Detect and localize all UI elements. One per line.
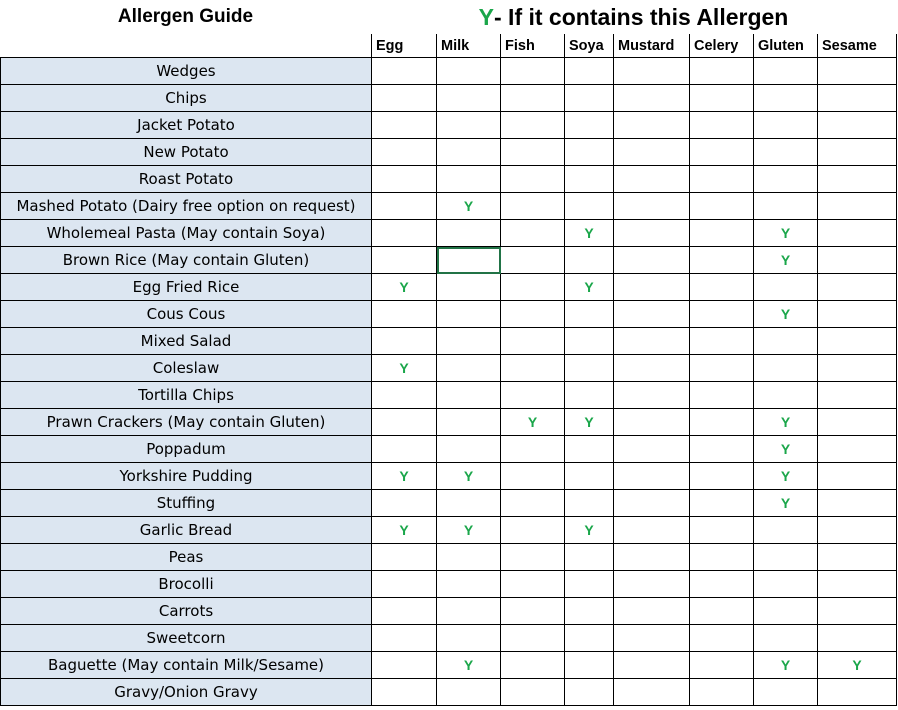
allergen-cell-milk[interactable] [437, 598, 501, 625]
allergen-cell-milk[interactable] [437, 625, 501, 652]
allergen-cell-celery[interactable] [690, 382, 754, 409]
allergen-cell-soya[interactable] [565, 652, 614, 679]
allergen-cell-gluten[interactable]: Y [754, 490, 818, 517]
allergen-cell-soya[interactable]: Y [565, 409, 614, 436]
allergen-cell-mustard[interactable] [614, 58, 690, 85]
food-item-cell[interactable]: Jacket Potato [1, 112, 372, 139]
allergen-cell-egg[interactable]: Y [372, 517, 437, 544]
allergen-cell-mustard[interactable] [614, 328, 690, 355]
allergen-cell-fish[interactable] [501, 355, 565, 382]
allergen-cell-celery[interactable] [690, 112, 754, 139]
food-item-cell[interactable]: Brown Rice (May contain Gluten) [1, 247, 372, 274]
allergen-cell-egg[interactable] [372, 679, 437, 706]
allergen-cell-egg[interactable] [372, 436, 437, 463]
allergen-cell-egg[interactable] [372, 625, 437, 652]
allergen-cell-celery[interactable] [690, 571, 754, 598]
allergen-cell-milk[interactable] [437, 85, 501, 112]
allergen-cell-mustard[interactable] [614, 598, 690, 625]
allergen-cell-milk[interactable] [437, 58, 501, 85]
allergen-cell-gluten[interactable]: Y [754, 409, 818, 436]
allergen-cell-milk[interactable] [437, 220, 501, 247]
allergen-cell-fish[interactable] [501, 247, 565, 274]
allergen-cell-mustard[interactable] [614, 490, 690, 517]
allergen-cell-mustard[interactable] [614, 355, 690, 382]
allergen-cell-fish[interactable] [501, 220, 565, 247]
allergen-cell-sesame[interactable] [818, 139, 897, 166]
allergen-cell-mustard[interactable] [614, 220, 690, 247]
allergen-cell-egg[interactable] [372, 382, 437, 409]
allergen-cell-fish[interactable] [501, 436, 565, 463]
allergen-cell-gluten[interactable]: Y [754, 220, 818, 247]
allergen-cell-celery[interactable] [690, 166, 754, 193]
allergen-cell-soya[interactable]: Y [565, 274, 614, 301]
table-row [1, 193, 897, 220]
allergen-cell-egg[interactable] [372, 301, 437, 328]
allergen-cell-gluten[interactable] [754, 193, 818, 220]
allergen-cell-mustard[interactable] [614, 517, 690, 544]
table-row [1, 463, 897, 490]
allergen-cell-soya[interactable] [565, 301, 614, 328]
allergen-cell-milk[interactable] [437, 328, 501, 355]
allergen-cell-sesame[interactable] [818, 436, 897, 463]
allergen-cell-egg[interactable]: Y [372, 274, 437, 301]
table-row [1, 544, 897, 571]
food-item-cell[interactable]: Roast Potato [1, 166, 372, 193]
allergen-cell-milk[interactable] [437, 166, 501, 193]
food-item-cell[interactable]: Egg Fried Rice [1, 274, 372, 301]
allergen-cell-soya[interactable] [565, 166, 614, 193]
allergen-cell-sesame[interactable] [818, 382, 897, 409]
food-item-cell[interactable]: Yorkshire Pudding [1, 463, 372, 490]
allergen-cell-soya[interactable] [565, 490, 614, 517]
allergen-cell-soya[interactable] [565, 436, 614, 463]
allergen-cell-sesame[interactable] [818, 490, 897, 517]
column-header-egg[interactable]: Egg [372, 34, 437, 58]
legend-mark: Y [478, 3, 494, 30]
allergen-cell-soya[interactable] [565, 625, 614, 652]
food-item-cell[interactable]: Poppadum [1, 436, 372, 463]
allergen-cell-soya[interactable] [565, 382, 614, 409]
allergen-cell-mustard[interactable] [614, 679, 690, 706]
allergen-cell-gluten[interactable] [754, 274, 818, 301]
allergen-cell-mustard[interactable] [614, 274, 690, 301]
table-row [1, 517, 897, 544]
allergen-cell-celery[interactable] [690, 85, 754, 112]
food-item-cell[interactable]: Mashed Potato (Dairy free option on request) [1, 193, 372, 220]
allergen-cell-egg[interactable] [372, 85, 437, 112]
allergen-cell-milk[interactable] [437, 409, 501, 436]
allergen-cell-sesame[interactable] [818, 328, 897, 355]
allergen-cell-egg[interactable] [372, 112, 437, 139]
allergen-cell-milk[interactable]: Y [437, 193, 501, 220]
allergen-cell-soya[interactable] [565, 679, 614, 706]
table-row [1, 166, 897, 193]
allergen-cell-fish[interactable] [501, 58, 565, 85]
allergen-cell-gluten[interactable] [754, 625, 818, 652]
allergen-cell-egg[interactable] [372, 139, 437, 166]
allergen-cell-celery[interactable] [690, 247, 754, 274]
food-item-cell[interactable]: Sweetcorn [1, 625, 372, 652]
allergen-cell-celery[interactable] [690, 652, 754, 679]
allergen-cell-fish[interactable] [501, 112, 565, 139]
food-item-cell[interactable]: Baguette (May contain Milk/Sesame) [1, 652, 372, 679]
allergen-cell-fish[interactable] [501, 382, 565, 409]
allergen-cell-milk[interactable]: Y [437, 517, 501, 544]
sheet-title: Allergen Guide [117, 6, 254, 27]
allergen-table [0, 34, 897, 706]
allergen-cell-egg[interactable] [372, 166, 437, 193]
allergen-cell-celery[interactable] [690, 463, 754, 490]
allergen-cell-egg[interactable] [372, 58, 437, 85]
table-row [1, 409, 897, 436]
allergen-cell-fish[interactable] [501, 166, 565, 193]
allergen-cell-egg[interactable]: Y [372, 463, 437, 490]
allergen-cell-soya[interactable] [565, 544, 614, 571]
allergen-cell-soya[interactable] [565, 139, 614, 166]
allergen-cell-sesame[interactable] [818, 274, 897, 301]
allergen-cell-gluten[interactable] [754, 571, 818, 598]
allergen-cell-sesame[interactable] [818, 544, 897, 571]
allergen-cell-soya[interactable] [565, 85, 614, 112]
food-item-cell[interactable]: Carrots [1, 598, 372, 625]
table-row [1, 139, 897, 166]
allergen-cell-celery[interactable] [690, 625, 754, 652]
allergen-cell-celery[interactable] [690, 490, 754, 517]
allergen-cell-celery[interactable] [690, 301, 754, 328]
allergen-cell-egg[interactable] [372, 409, 437, 436]
table-row [1, 625, 897, 652]
allergen-cell-mustard[interactable] [614, 625, 690, 652]
allergen-cell-egg[interactable] [372, 193, 437, 220]
allergen-cell-celery[interactable] [690, 544, 754, 571]
allergen-cell-gluten[interactable] [754, 112, 818, 139]
allergen-cell-milk[interactable] [437, 679, 501, 706]
food-item-cell[interactable]: Brocolli [1, 571, 372, 598]
allergen-cell-milk[interactable] [437, 247, 501, 274]
table-row [1, 382, 897, 409]
table-row [1, 436, 897, 463]
table-row [1, 58, 897, 85]
allergen-cell-sesame[interactable] [818, 517, 897, 544]
allergen-cell-mustard[interactable] [614, 463, 690, 490]
allergen-cell-gluten[interactable] [754, 598, 818, 625]
allergen-cell-fish[interactable] [501, 490, 565, 517]
allergen-cell-milk[interactable] [437, 139, 501, 166]
food-item-cell[interactable]: Coleslaw [1, 355, 372, 382]
allergen-cell-fish[interactable] [501, 139, 565, 166]
allergen-cell-fish[interactable] [501, 652, 565, 679]
allergen-cell-fish[interactable] [501, 85, 565, 112]
allergen-cell-mustard[interactable] [614, 247, 690, 274]
allergen-cell-soya[interactable] [565, 463, 614, 490]
allergen-cell-gluten[interactable] [754, 355, 818, 382]
allergen-cell-gluten[interactable]: Y [754, 301, 818, 328]
allergen-cell-sesame[interactable] [818, 409, 897, 436]
allergen-cell-celery[interactable] [690, 517, 754, 544]
table-row [1, 85, 897, 112]
allergen-cell-celery[interactable] [690, 58, 754, 85]
column-header-fish[interactable]: Fish [501, 34, 565, 58]
allergen-cell-egg[interactable] [372, 490, 437, 517]
allergen-cell-sesame[interactable] [818, 58, 897, 85]
column-header-mustard[interactable]: Mustard [614, 34, 690, 58]
allergen-cell-egg[interactable] [372, 247, 437, 274]
column-header-soya[interactable]: Soya [565, 34, 614, 58]
allergen-cell-fish[interactable] [501, 517, 565, 544]
allergen-cell-soya[interactable]: Y [565, 220, 614, 247]
allergen-cell-milk[interactable] [437, 355, 501, 382]
food-item-cell[interactable]: Stuffing [1, 490, 372, 517]
table-row [1, 679, 897, 706]
allergen-cell-egg[interactable] [372, 652, 437, 679]
allergen-cell-mustard[interactable] [614, 166, 690, 193]
allergen-cell-gluten[interactable] [754, 85, 818, 112]
allergen-cell-egg[interactable] [372, 220, 437, 247]
food-item-cell[interactable]: Chips [1, 85, 372, 112]
allergen-cell-egg[interactable] [372, 544, 437, 571]
allergen-cell-gluten[interactable]: Y [754, 463, 818, 490]
allergen-cell-sesame[interactable] [818, 166, 897, 193]
allergen-cell-sesame[interactable] [818, 193, 897, 220]
allergen-cell-milk[interactable] [437, 274, 501, 301]
allergen-cell-egg[interactable]: Y [372, 355, 437, 382]
allergen-cell-gluten[interactable] [754, 58, 818, 85]
table-row [1, 571, 897, 598]
allergen-cell-milk[interactable] [437, 436, 501, 463]
allergen-cell-mustard[interactable] [614, 409, 690, 436]
allergen-cell-sesame[interactable] [818, 301, 897, 328]
table-row [1, 220, 897, 247]
allergen-cell-mustard[interactable] [614, 652, 690, 679]
allergen-cell-celery[interactable] [690, 355, 754, 382]
allergen-cell-mustard[interactable] [614, 571, 690, 598]
allergen-cell-egg[interactable] [372, 598, 437, 625]
allergen-cell-fish[interactable] [501, 301, 565, 328]
allergen-cell-celery[interactable] [690, 220, 754, 247]
legend-text: - If it contains this Allergen [494, 3, 789, 30]
table-row [1, 247, 897, 274]
allergen-cell-sesame[interactable] [818, 220, 897, 247]
allergen-cell-sesame[interactable] [818, 463, 897, 490]
column-header-celery[interactable]: Celery [690, 34, 754, 58]
allergen-cell-egg[interactable] [372, 328, 437, 355]
allergen-cell-soya[interactable] [565, 247, 614, 274]
allergen-cell-fish[interactable] [501, 571, 565, 598]
allergen-cell-milk[interactable] [437, 301, 501, 328]
allergen-cell-milk[interactable] [437, 490, 501, 517]
allergen-cell-soya[interactable] [565, 598, 614, 625]
header-row [1, 34, 897, 58]
allergen-cell-fish[interactable] [501, 274, 565, 301]
allergen-cell-soya[interactable] [565, 58, 614, 85]
allergen-cell-mustard[interactable] [614, 112, 690, 139]
table-row [1, 301, 897, 328]
header-corner [1, 34, 372, 58]
allergen-cell-celery[interactable] [690, 598, 754, 625]
allergen-cell-milk[interactable] [437, 112, 501, 139]
allergen-cell-mustard[interactable] [614, 544, 690, 571]
table-row [1, 355, 897, 382]
allergen-cell-gluten[interactable] [754, 382, 818, 409]
column-header-milk[interactable]: Milk [437, 34, 501, 58]
table-row [1, 598, 897, 625]
allergen-cell-gluten[interactable] [754, 517, 818, 544]
allergen-cell-fish[interactable]: Y [501, 409, 565, 436]
allergen-cell-milk[interactable] [437, 571, 501, 598]
allergen-cell-fish[interactable] [501, 463, 565, 490]
allergen-cell-mustard[interactable] [614, 139, 690, 166]
allergen-cell-mustard[interactable] [614, 85, 690, 112]
allergen-cell-gluten[interactable] [754, 166, 818, 193]
allergen-cell-gluten[interactable] [754, 328, 818, 355]
allergen-cell-celery[interactable] [690, 274, 754, 301]
column-header-sesame[interactable]: Sesame [818, 34, 897, 58]
allergen-cell-celery[interactable] [690, 409, 754, 436]
food-item-cell[interactable]: Wedges [1, 58, 372, 85]
table-row [1, 328, 897, 355]
allergen-cell-soya[interactable] [565, 328, 614, 355]
allergen-cell-gluten[interactable]: Y [754, 247, 818, 274]
allergen-cell-gluten[interactable] [754, 544, 818, 571]
food-item-cell[interactable]: Wholemeal Pasta (May contain Soya) [1, 220, 372, 247]
allergen-cell-milk[interactable]: Y [437, 463, 501, 490]
allergen-cell-sesame[interactable] [818, 571, 897, 598]
column-header-gluten[interactable]: Gluten [754, 34, 818, 58]
food-item-cell[interactable]: Tortilla Chips [1, 382, 372, 409]
allergen-cell-mustard[interactable] [614, 301, 690, 328]
allergen-cell-gluten[interactable] [754, 679, 818, 706]
allergen-cell-sesame[interactable] [818, 679, 897, 706]
allergen-cell-sesame[interactable] [818, 355, 897, 382]
allergen-cell-fish[interactable] [501, 625, 565, 652]
allergen-cell-milk[interactable] [437, 382, 501, 409]
allergen-cell-sesame[interactable] [818, 625, 897, 652]
allergen-cell-soya[interactable] [565, 571, 614, 598]
food-item-cell[interactable]: Gravy/Onion Gravy [1, 679, 372, 706]
food-item-cell[interactable]: New Potato [1, 139, 372, 166]
allergen-cell-fish[interactable] [501, 544, 565, 571]
allergen-cell-sesame[interactable] [818, 112, 897, 139]
allergen-cell-soya[interactable] [565, 112, 614, 139]
allergen-cell-gluten[interactable] [754, 139, 818, 166]
table-row [1, 274, 897, 301]
food-item-cell[interactable]: Prawn Crackers (May contain Gluten) [1, 409, 372, 436]
allergen-cell-soya[interactable]: Y [565, 517, 614, 544]
allergen-cell-sesame[interactable] [818, 247, 897, 274]
allergen-cell-celery[interactable] [690, 679, 754, 706]
food-item-cell[interactable]: Garlic Bread [1, 517, 372, 544]
allergen-cell-egg[interactable] [372, 571, 437, 598]
legend [371, 0, 896, 34]
table-row [1, 112, 897, 139]
allergen-cell-mustard[interactable] [614, 436, 690, 463]
allergen-cell-soya[interactable] [565, 193, 614, 220]
allergen-cell-sesame[interactable]: Y [818, 652, 897, 679]
allergen-cell-sesame[interactable] [818, 598, 897, 625]
allergen-cell-mustard[interactable] [614, 193, 690, 220]
allergen-cell-fish[interactable] [501, 598, 565, 625]
food-item-cell[interactable]: Cous Cous [1, 301, 372, 328]
table-row [1, 490, 897, 517]
allergen-cell-fish[interactable] [501, 193, 565, 220]
allergen-cell-celery[interactable] [690, 193, 754, 220]
food-item-cell[interactable]: Peas [1, 544, 372, 571]
allergen-cell-milk[interactable]: Y [437, 652, 501, 679]
food-item-cell[interactable]: Mixed Salad [1, 328, 372, 355]
allergen-cell-soya[interactable] [565, 355, 614, 382]
allergen-cell-gluten[interactable]: Y [754, 652, 818, 679]
allergen-cell-mustard[interactable] [614, 382, 690, 409]
allergen-cell-sesame[interactable] [818, 85, 897, 112]
allergen-cell-celery[interactable] [690, 328, 754, 355]
allergen-cell-celery[interactable] [690, 436, 754, 463]
allergen-cell-milk[interactable] [437, 544, 501, 571]
allergen-cell-gluten[interactable]: Y [754, 436, 818, 463]
allergen-cell-celery[interactable] [690, 139, 754, 166]
allergen-cell-fish[interactable] [501, 679, 565, 706]
table-row [1, 652, 897, 679]
allergen-cell-fish[interactable] [501, 328, 565, 355]
